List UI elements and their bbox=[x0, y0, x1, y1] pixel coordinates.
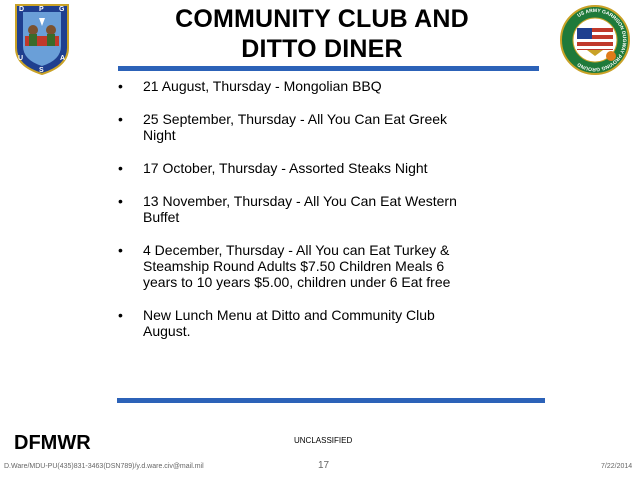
page-number: 17 bbox=[318, 460, 330, 471]
shield-letter-p: P bbox=[39, 6, 44, 13]
footer-rule bbox=[117, 398, 545, 403]
list-item bbox=[118, 111, 508, 143]
bullet-icon: • bbox=[118, 160, 123, 176]
event-text-cont: Night bbox=[143, 127, 176, 143]
title-rule bbox=[118, 66, 539, 71]
seal-text: US ARMY GARRISON DUGWAY PROVING GROUND bbox=[576, 7, 628, 73]
shield-letter-u: U bbox=[18, 55, 24, 62]
classification-label: UNCLASSIFIED bbox=[294, 436, 353, 445]
event-text-cont: August. bbox=[143, 323, 191, 339]
shield-letter-a: A bbox=[60, 55, 66, 62]
event-text: 25 September, Thursday - All You Can Eat Greek bbox=[143, 111, 448, 127]
event-text-cont: Steamship Round Adults $7.50 Children Meals 6 bbox=[143, 258, 445, 274]
event-list bbox=[118, 78, 508, 356]
bullet-icon: • bbox=[118, 111, 123, 127]
list-item bbox=[118, 242, 508, 290]
org-label: DFMWR bbox=[14, 432, 91, 454]
bullet-icon: • bbox=[118, 193, 123, 209]
bullet-icon: • bbox=[118, 242, 123, 258]
event-text: 21 August, Thursday - Mongolian BBQ bbox=[143, 78, 382, 94]
shield-letter-d: D bbox=[19, 6, 25, 13]
event-text: 13 November, Thursday - All You Can Eat Western bbox=[143, 193, 457, 209]
slide-title bbox=[110, 4, 534, 64]
event-text-cont: Buffet bbox=[143, 209, 180, 225]
bullet-icon: • bbox=[118, 78, 123, 94]
army-garrison-seal-logo bbox=[559, 4, 631, 76]
dugway-shield-logo bbox=[13, 2, 71, 76]
event-text-cont: years to 10 years $5.00, children under 6 Eat free bbox=[143, 274, 451, 290]
list-item bbox=[118, 307, 508, 339]
shield-letter-s: S bbox=[39, 67, 44, 74]
list-item bbox=[118, 160, 508, 176]
list-item bbox=[118, 193, 508, 225]
shield-letter-g: G bbox=[59, 6, 65, 13]
list-item bbox=[118, 78, 508, 94]
footer-date: 7/22/2014 bbox=[601, 463, 633, 470]
event-text: New Lunch Menu at Ditto and Community Club bbox=[143, 307, 435, 323]
event-text: 17 October, Thursday - Assorted Steaks Night bbox=[143, 160, 428, 176]
bullet-icon: • bbox=[118, 307, 123, 323]
event-text: 4 December, Thursday - All You can Eat Turkey & bbox=[143, 242, 450, 258]
title-line-2: DITTO DINER bbox=[241, 35, 403, 63]
title-line-1: COMMUNITY CLUB AND bbox=[175, 5, 469, 33]
footer-contact: D.Ware/MDU-PU(435)831-3463(DSN789)/y.d.ware.civ@mail.mil bbox=[4, 463, 204, 470]
